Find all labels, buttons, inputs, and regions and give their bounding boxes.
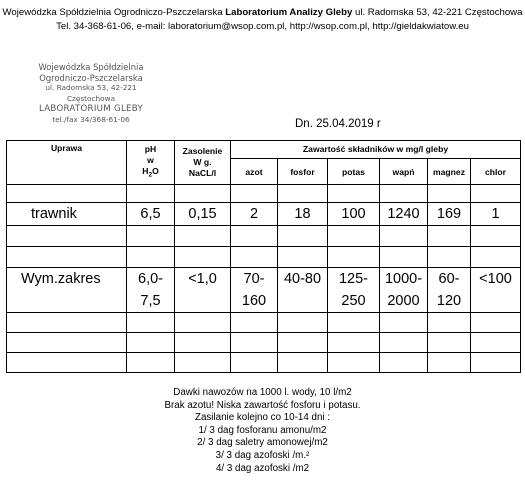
col-header-ph: pH w $H_2O$ bbox=[127, 141, 175, 185]
cell-uprawa: Wym.zakres bbox=[7, 268, 127, 313]
col-header-wapn: wapń bbox=[380, 159, 428, 185]
table-row-wym-zakres bbox=[7, 268, 521, 313]
cell-chlor: 1 bbox=[471, 203, 521, 226]
stamp-phone: tel./fax 34/368-61-06 bbox=[52, 114, 130, 124]
cell-magnez: 169 bbox=[428, 203, 471, 226]
lab-name: Laboratorium Analizy Gleby bbox=[225, 7, 353, 18]
cell-chlor: <100 bbox=[471, 268, 521, 313]
cell-fosfor: 18 bbox=[278, 203, 328, 226]
empty-row bbox=[7, 185, 521, 203]
empty-row bbox=[7, 333, 521, 353]
stamp-address: ul. Radomska 53, 42-221 Częstochowa bbox=[45, 83, 137, 103]
stamp-lab-name: LABORATORIUM GLEBY bbox=[38, 104, 144, 114]
cell-zasolenie: <1,0 bbox=[175, 268, 231, 313]
note-line: Brak azotu! Niska zawartość fosforu i potasu. bbox=[164, 399, 361, 411]
note-line: Dawki nawozów na 1000 l. wody, 10 l/m2 bbox=[173, 387, 352, 398]
report-date: Dn. 25.04.2019 r bbox=[295, 118, 381, 130]
cell-potas: 125- 250 bbox=[328, 268, 380, 313]
cell-azot: 2 bbox=[231, 203, 278, 226]
col-header-uprawa: Uprawa bbox=[7, 141, 127, 185]
col-header-zasolenie: Zasolenie W g. NaCL/l bbox=[175, 141, 231, 185]
cell-zasolenie: 0,15 bbox=[175, 203, 231, 226]
cell-fosfor: 40-80 bbox=[278, 268, 328, 313]
note-line: 2/ 3 dag saletry amonowej/m2 bbox=[197, 437, 328, 449]
cell-potas: 100 bbox=[328, 203, 380, 226]
empty-row bbox=[7, 247, 521, 268]
cell-ph: 6,5 bbox=[127, 203, 175, 226]
stamp-line-1: Wojewódzka Spółdzielnia bbox=[38, 62, 144, 72]
lab-header bbox=[0, 6, 525, 34]
col-header-azot: azot bbox=[231, 159, 278, 185]
empty-row bbox=[7, 353, 521, 373]
table-row-trawnik bbox=[7, 203, 521, 226]
empty-row bbox=[7, 226, 521, 247]
cell-wapn: 1000- 2000 bbox=[380, 268, 428, 313]
cell-azot: 70- 160 bbox=[231, 268, 278, 313]
header-line-1: Wojewódzka Spółdzielnia Ogrodniczo-Pszczelarska Laboratorium Analizy Gleby ul. Radomska 53, 42-221 Częstochowa bbox=[2, 7, 523, 18]
col-header-magnez: magnez bbox=[428, 159, 471, 185]
note-line: Zasilanie kolejno co 10-14 dni : bbox=[194, 412, 331, 424]
col-header-group: Zawartość składników w mg/l gleby bbox=[231, 141, 521, 159]
fertilization-notes bbox=[0, 387, 525, 475]
col-header-fosfor: fosfor bbox=[278, 159, 328, 185]
col-header-potas: potas bbox=[328, 159, 380, 185]
cell-magnez: 60- 120 bbox=[428, 268, 471, 313]
empty-row bbox=[7, 313, 521, 333]
col-header-chlor: chlor bbox=[471, 159, 521, 185]
note-line: 4/ 3 dag azofoski /m2 bbox=[215, 462, 310, 474]
cell-uprawa: trawnik bbox=[7, 203, 127, 226]
note-line: 3/ 3 dag azofoski /m.² bbox=[215, 449, 310, 461]
lab-stamp bbox=[25, 62, 157, 125]
header-row-1 bbox=[7, 141, 521, 159]
results-table bbox=[6, 140, 521, 373]
note-line: 1/ 3 dag fosforanu amonu/m2 bbox=[198, 424, 327, 436]
cell-ph: 6,0- 7,5 bbox=[127, 268, 175, 313]
stamp-line-2: Ogrodniczo-Pszczelarska bbox=[39, 72, 143, 83]
header-contact-line: Tel. 34-368-61-06, e-mail: laboratorium@wsop.com.pl, http://wsop.com.pl, http://gieldakwiatow.eu bbox=[56, 21, 469, 32]
cell-wapn: 1240 bbox=[380, 203, 428, 226]
